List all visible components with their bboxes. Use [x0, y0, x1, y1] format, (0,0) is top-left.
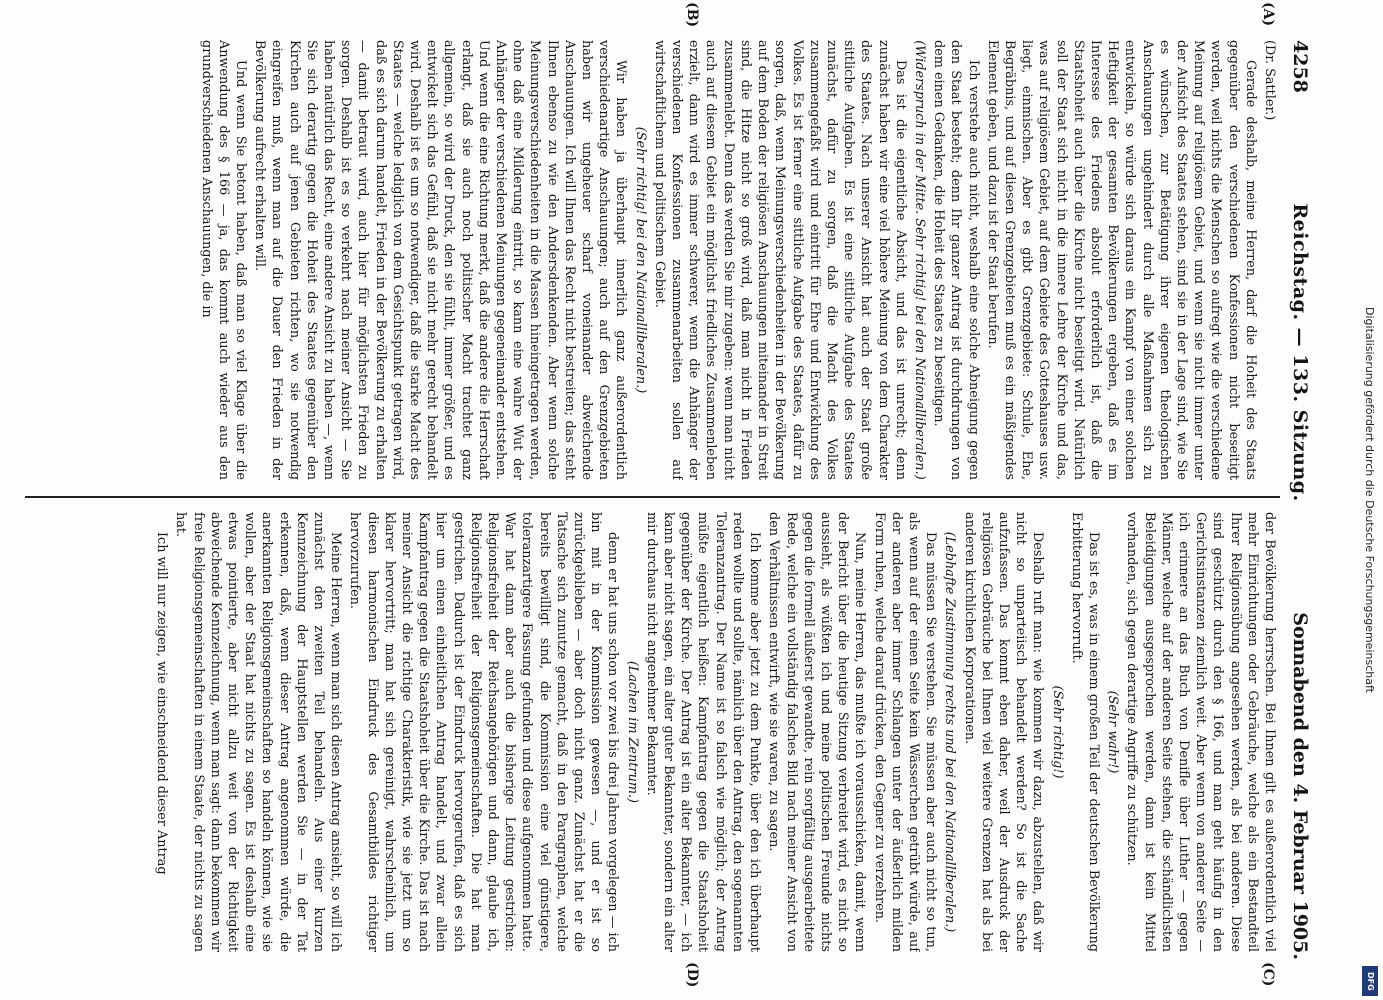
paragraph: denn er hat uns schon vor zwei bis drei Jahren vorgelegen — ich bin mit in der Kommission gewesen —, und er ist so zurückgeblieben — aber doch nicht ganz. Zunächst hat er die Tatsache sich zunutze gemacht, daß in den Paragraphen, welche bereits bewilligt sind, die Kommission eine viel günstigere, toleranzartigere Fassung gefunden und diese aufgenommen hatte. War hat dann aber auch die bisherige Leitung gestrichen: Religionsfreiheit der Reichsangehörigen und dann, glaube ich, Religionsfreiheit der Religionsgemeinschaften. Die hat man gestrichen. Dadurch ist der Eindruck hervorgerufen, daß es sich hier um einen einheitlichen Antrag handelt, und zwar allein Kampfantrag gegen die Staatshoheit über die Kirche. Das ist nach meiner Ansicht die richtige Charakteristik, wie sie jetzt um so klarer hervortritt; man hat sich gereinigt, wahrscheinlich, um diesen harmonischen Eindruck des Gesamtbildes richtiger hervorzurufen. [347, 512, 621, 952]
margin-marker-b: (B) [684, 2, 700, 28]
paragraph: Ich will nur zeigen, wie einschneidend dieser Antrag [154, 532, 170, 875]
dfg-logo: DFG [1362, 966, 1378, 996]
margin-marker-c: (C) [1260, 962, 1276, 987]
paragraph: Das ist es, was in einem großen Teil der deutschen Bevölkerung Erbitterung hervorruft. [1068, 512, 1101, 952]
paragraph: (Sehr wahr!) [1105, 690, 1121, 774]
margin-marker-d: (D) [684, 962, 700, 988]
paragraph: (Lachen im Zentrum.) [624, 660, 640, 804]
paragraph: (Lebhafte Zustimmung rechts und bei den Nationalliberalen.) [942, 531, 958, 933]
page-number: 4258 [1289, 40, 1311, 93]
session-date: Sonnabend den 4. Februar 1905. [1289, 612, 1311, 960]
paragraph: (Widerspruch in der Mitte. Sehr richtig! bei den Nationalliberalen.) [911, 40, 927, 480]
paragraph: der Bevölkerung herrschen. Bei Ihnen gilt es außerordentlich viel mehr Einrichtungen oder Gebräuche, welche als ein Bestandteil Ihrer Religionsübung angesehen werden, als bei anderen. Diese sind geschützt durch den § 166, und man geht häufig in den Gerichtsinstanzen ziemlich weit. Aber wenn von anderer Seite — ich erinnere an das Buch von Denifle über Luther — gegen Männer, welche auf der anderen Seite stehen, die schändlichsten Beleidigungen ausgesprochen werden, dann ist kein Mittel vorhanden, sich gegen derartige Angriffe zu schützen. [1124, 512, 1277, 952]
paragraph: (Sehr richtig!) [1049, 685, 1065, 779]
paragraph: Das ist die eigentliche Absicht, und das ist unrecht; denn zunächst haben wir eine viel höhere Meinung von dem Charakter des Staates. Nach unserer Ansicht hat auch der Staat große sittliche Aufgaben. Es ist eine sittliche Aufgabe des Staates zunächst, dafür zu sorgen, daß die Macht des Volkes zusammengefaßt wird und eintritt für Ehre und Entwicklung des Volkes. Es ist ferner eine sittliche Aufgabe des Staates, dafür zu sorgen, daß, wenn Meinungsverschiedenheiten in der Bevölkerung auf dem Boden der religiösen Anschauungen miteinander in Streit sind, die Hitze nicht so groß wird, daß man nicht in Frieden zusammenlebt. Denn das werden Sie mir zugeben: wenn man nicht auch auf diesem Gebiet ein möglichst friedliches Zusammenleben erzielt, dann wird es immer schwerer, wenn die Anhänger der verschiedenen Konfessionen zusammenarbeiten sollen auf wirtschaftlichem und politischem Gebiet. [651, 40, 908, 480]
left-text-column [20, 40, 1278, 480]
funding-note: Digitalisierung gefördert durch die Deutsche Forschungsgemeinschaft [1363, 307, 1376, 693]
paragraph: Ich verstehe auch nicht, weshalb eine solche Abneigung gegen den Staat besteht; denn Ihr ganzer Antrag ist durchdrungen von dem einen Gedanken, die Hoheit des Staates zu beseitigen. [931, 40, 981, 480]
funding-note-strip [1360, 0, 1378, 1000]
paragraph: Ich komme aber jetzt zu dem Punkte, über den ich überhaupt reden wollte und sollte, nämlich über den Antrag, den sogenannten Toleranzantrag. Der Name ist so falsch wie möglich; der Antrag müßte eigentlich heißen: Kampfantrag gegen die Staatshoheit gegenüber der Kirche. Der Antrag ist ein alter Bekannter, — ich kann aber nicht sagen, ein alter guter Bekannter, sondern ein alter mir durchaus nicht angenehmer Bekannter. [643, 512, 763, 952]
paragraph: (Sehr richtig! bei den Nationalliberalen.) [632, 126, 648, 394]
paragraph: Und wenn Sie betont haben, daß man so viel Klage über die Anwendung des § 166 — ja, das kommt auch wieder aus den grundverschiedenen Anschauungen, die in [198, 40, 249, 480]
session-title: Reichstag. — 133. Sitzung. [1289, 203, 1311, 502]
paragraph: Deshalb ruft man: wie kommen wir dazu, abzustellen, daß wir nicht so unparteiisch behandelt werden? So ist die Sache aufzufassen. Das kommt eben daher, weil der Ausdruck der religiösen Gebräuche bei Ihnen viel weitere Grenzen hat als bei anderen kirchlichen Korporationen. [961, 512, 1046, 952]
paragraph: Nun, meine Herren, das mußte ich vorausschicken, damit, wenn der Bericht über die heutige Sitzung verbreitet wird, es nicht so aussieht, als wüßten ich und meine politischen Freunde nichts gegen die formell äußerst gewandte, rein sorgfältig ausgearbeitete Rede, welche ein vollständig falsches Bild nach meiner Ansicht von den Verhältnissen entwirft, wie sie waren, zu sagen. [766, 512, 868, 952]
column-divider [25, 496, 1280, 498]
paragraph: Meine Herren, wenn man sich diesen Antrag ansieht, so will ich zunächst den zweiten Teil behandeln. Aus einer kurzen Kennzeichnung der Hauptstellen werden Sie — in der Tat erkennen, daß, wenn dieser Antrag angenommen würde, die anerkannten Religionsgemeinschaften so handeln können, wie sie wollen, aber der Staat hat nichts zu sagen. Es ist deshalb eine etwas pointierte, aber nicht allzu weit von der Richtigkeit abweichende Kennzeichnung, wenn man sagt: dann bekommen wir freie Religionsgemeinschaften in einem Staate, der nichts zu sagen hat. [173, 512, 344, 952]
paragraph: Gerade deshalb, meine Herren, darf die Hoheit des Staats gegenüber den verschiedenen Konfessionen nicht beseitigt werden, weil nichts die Menschen so aufregt wie die verschiedene Meinung auf religiösem Gebiet, und wenn sie nicht immer unter der Aufsicht des Staates stehen, sind sie in der Lage sind, wie Sie es wünschen, zur Betätigung ihrer eigenen theologischen Anschauungen ungehindert durch alle Maßnahmen sich zu entwickeln, so würde sich daraus ein Kampf von einer solchen Heftigkeit der gesamten Bevölkerungen ergeben, daß es im Interesse des Friedens absolut erforderlich ist, daß die Staatshoheit auch über die Kirche nicht beseitigt wird. Natürlich soll der Staat sich nicht in die innere Lehre der Kirche und das, was auf religiösem Gebiet, auf dem Gebiete des Gotteshauses usw. liegt, einmischen. Aber es gibt Grenzgebiete: Schule, Ehe, Begräbnis, und auf diesen Grenzgebieten muß es ein mäßigendes Element geben, und dazu ist der Staat berufen. [984, 40, 1258, 480]
paragraph: Das müssen Sie verstehen. Sie müssen aber auch nicht so tun, als wenn auf der einen Seite kein Wässerchen getrübt würde, auf der anderen aber immer Schlangen unter der äußerlich milden Form ruhen, welche darauf drücken, den Gegner zu verzehren. [871, 512, 939, 952]
margin-marker-a: (A) [1260, 2, 1276, 27]
paragraph: (Dr. Sattler.) [1262, 40, 1277, 121]
rotated-document-page [10, 0, 1320, 1000]
right-text-column [20, 512, 1278, 952]
paragraph: Wir haben ja überhaupt innerlich ganz außerordentlich verschiedenartige Anschauungen; auch auf den Grenzgebieten haben wir ungeheuer scharf voneinander abweichende Anschauungen. Ich will Ihnen das Recht nicht bestreiten; das steht Ihnen ebenso zu wie den Andersdenkenden. Aber wenn solche Meinungsverschiedenheiten in die Massen hineingetragen werden, ohne daß eine Milderung eintritt, so kann eine wahre Wut der Anhänger der verschiedenen Meinungen gegeneinander entstehen. Und wenn die eine Richtung merkt, daß die andere die Herrschaft erlangt, daß sie auch noch politischer Macht trachtet ganz allgemein, so wird der Druck, den sie fühlt, immer größer, und es entwickelt sich das Gefühl, daß sie nicht mehr gerecht behandelt wird. Deshalb ist es um so notwendiger, daß die starke Macht des Staates — welche lediglich von dem Gesichtspunkt getragen wird, daß es sich darum handelt, Frieden in der Bevölkerung zu erhalten — damit betraut wird, auch hier für möglichsten Frieden zu sorgen. Deshalb ist es so verkehrt nach meiner Ansicht — Sie haben natürlich das Recht, eine andere Ansicht zu haben —, wenn Sie sich derartig gegen die Hoheit des Staates gegenüber den Kirchen auch auf jenen Gebieten richten, wo sie notwendig eingreifen muß, wenn man auf die Dauer den Frieden in der Bevölkerung aufrecht erhalten will. [252, 40, 629, 480]
page-header [1286, 40, 1314, 960]
